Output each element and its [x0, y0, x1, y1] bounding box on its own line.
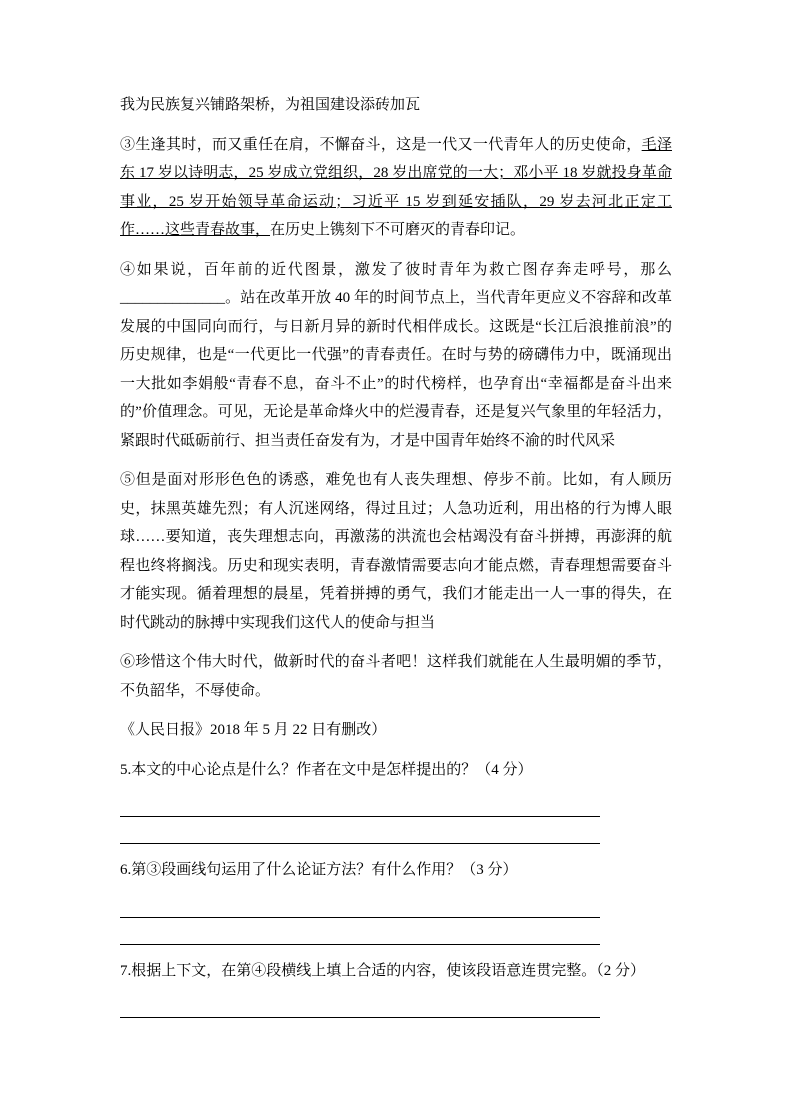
paragraph-3-lead: ③生逢其时，而又重任在肩，不懈奋斗，这是一代又一代青年人的历史使命，: [120, 136, 642, 153]
answer-line: [120, 817, 600, 844]
source-citation: 《人民日报》2018 年 5 月 22 日有删改）: [120, 722, 387, 738]
paragraph-6: ⑥珍惜这个伟大时代，做新时代的奋斗者吧！这样我们就能在人生最明媚的季节，不负韶华，不辱使命。: [120, 654, 672, 699]
intro-paragraph: 我为民族复兴铺路架桥，为祖国建设添砖加瓦: [120, 97, 421, 113]
question-7: 7.根据上下文，在第④段横线上填上合适的内容，使该段语意连贯完整。（2 分）: [120, 962, 646, 979]
fill-in-blank: ______________: [120, 290, 225, 306]
question-7-answer-lines: [120, 991, 672, 1018]
question-6-answer-lines: [120, 891, 672, 945]
paragraph-3-tail: 在历史上镌刻下不可磨灭的青春印记。: [270, 222, 526, 238]
paragraph-4-tail: 。站在改革开放 40 年的时间节点上，当代青年更应义不容辞和改革发展的中国同向而行，与日新月异的新时代相伴成长。这既是“长江后浪推前浪”的历史规律，也是“一代更比一代强”的青春责任。在时与势的磅礴伟力中，既涌现出一大批如李娟般“青春不息，奋斗不止”的时代榜样，也孕育出“幸福都是奋斗出来的”价值理念。可见，无论是革命烽火中的烂漫青春，还是复兴气象里的年轻活力，紧跟时代砥砺前行、担当责任奋发有为，才是中国青年始终不渝的时代风采: [120, 290, 672, 449]
paragraph-4: [120, 256, 672, 456]
answer-line: [120, 891, 600, 918]
paragraph-3-underlined-sentence: 毛泽东 17 岁以诗明志，25 岁成立党组织，28 岁出席党的一大；邓小平 18 岁就投身革命事业，25 岁开始领导革命运动；习近平 15 岁到延安插队，29 岁去河北正定工作……这些青春故事，: [120, 136, 672, 238]
answer-line: [120, 790, 600, 817]
paragraph-4-lead: ④如果说，百年前的近代图景，激发了彼时青年为救亡图存奔走呼号，那么: [120, 261, 672, 278]
question-5: 5.本文的中心论点是什么？作者在文中是怎样提出的？（4 分）: [120, 761, 533, 778]
paragraph-3: [120, 131, 672, 245]
paragraph-5: ⑤但是面对形形色色的诱惑，难免也有人丧失理想、停步不前。比如，有人顾历史，抹黑英雄先烈；有人沉迷网络，得过且过；人急功近利，用出格的行为博人眼球……要知道，丧失理想志向，再激荡的洪流也会枯竭没有奋斗拼搏，再澎湃的航程也终将搁浅。历史和现实表明，青春激情需要志向才能点燃，青春理想需要奋斗才能实现。循着理想的晨星，凭着拼搏的勇气，我们才能走出一人一事的得失，在时代跳动的脉搏中实现我们这代人的使命与担当: [120, 472, 672, 631]
answer-line: [120, 991, 600, 1018]
answer-line: [120, 918, 600, 945]
question-6: 6.第③段画线句运用了什么论证方法？有什么作用？（3 分）: [120, 862, 518, 878]
question-5-answer-lines: [120, 790, 672, 844]
